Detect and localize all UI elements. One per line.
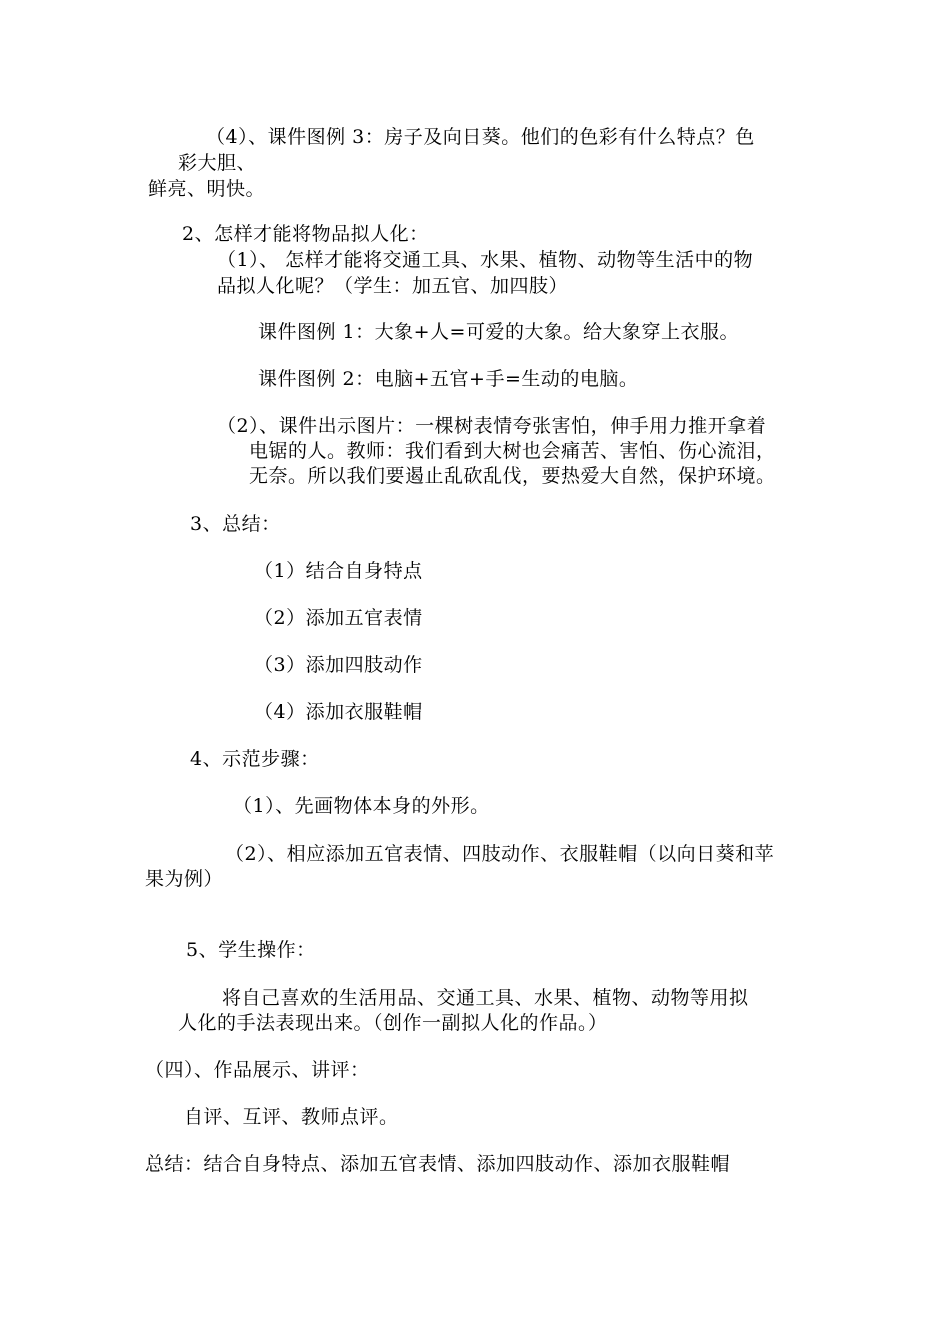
text-line-10: 电锯的人。教师：我们看到大树也会痛苦、害怕、伤心流泪，	[249, 440, 776, 462]
summary-item-2: （2）添加五官表情	[254, 607, 423, 629]
text-line-9: （2）、课件出示图片：一棵树表情夸张害怕，伸手用力推开拿着	[217, 415, 767, 437]
text-line-22: 将自己喜欢的生活用品、交通工具、水果、植物、动物等用拟	[222, 987, 749, 1009]
summary-item-3: （3）添加四肢动作	[254, 654, 423, 676]
text-line-5: （1）、 怎样才能将交通工具、水果、植物、动物等生活中的物	[217, 249, 754, 271]
section-heading-4: 4、示范步骤：	[190, 748, 320, 770]
section-heading-four: （四）、作品展示、讲评：	[145, 1059, 370, 1081]
section-heading-3: 3、总结：	[190, 513, 281, 535]
step-item-1: （1）、先画物体本身的外形。	[233, 795, 490, 817]
text-line-11: 无奈。所以我们要遏止乱砍乱伐，要热爱大自然，保护环境。	[249, 465, 776, 487]
text-line-23: 人化的手法表现出来。（创作一副拟人化的作品。）	[178, 1012, 608, 1034]
text-line-7: 课件图例 1：大象+人=可爱的大象。给大象穿上衣服。	[258, 321, 739, 343]
text-line-6: 品拟人化呢？（学生：加五官、加四肢）	[217, 275, 569, 297]
text-line-1: （4）、课件图例 3：房子及向日葵。他们的色彩有什么特点？色	[206, 126, 755, 148]
text-line-25: 自评、互评、教师点评。	[184, 1106, 399, 1128]
text-line-8: 课件图例 2：电脑+五官+手=生动的电脑。	[258, 368, 639, 390]
section-heading-2: 2、怎样才能将物品拟人化：	[182, 223, 429, 245]
step-item-2-cont: 果为例）	[145, 868, 224, 890]
final-summary: 总结：结合自身特点、添加五官表情、添加四肢动作、添加衣服鞋帽	[145, 1153, 731, 1175]
text-line-2: 彩大胆、	[178, 152, 257, 174]
summary-item-1: （1）结合自身特点	[254, 560, 423, 582]
section-heading-5: 5、学生操作：	[186, 939, 316, 961]
summary-item-4: （4）添加衣服鞋帽	[254, 701, 423, 723]
text-line-3: 鲜亮、明快。	[148, 178, 266, 200]
step-item-2: （2）、相应添加五官表情、四肢动作、衣服鞋帽（以向日葵和苹	[225, 843, 775, 865]
